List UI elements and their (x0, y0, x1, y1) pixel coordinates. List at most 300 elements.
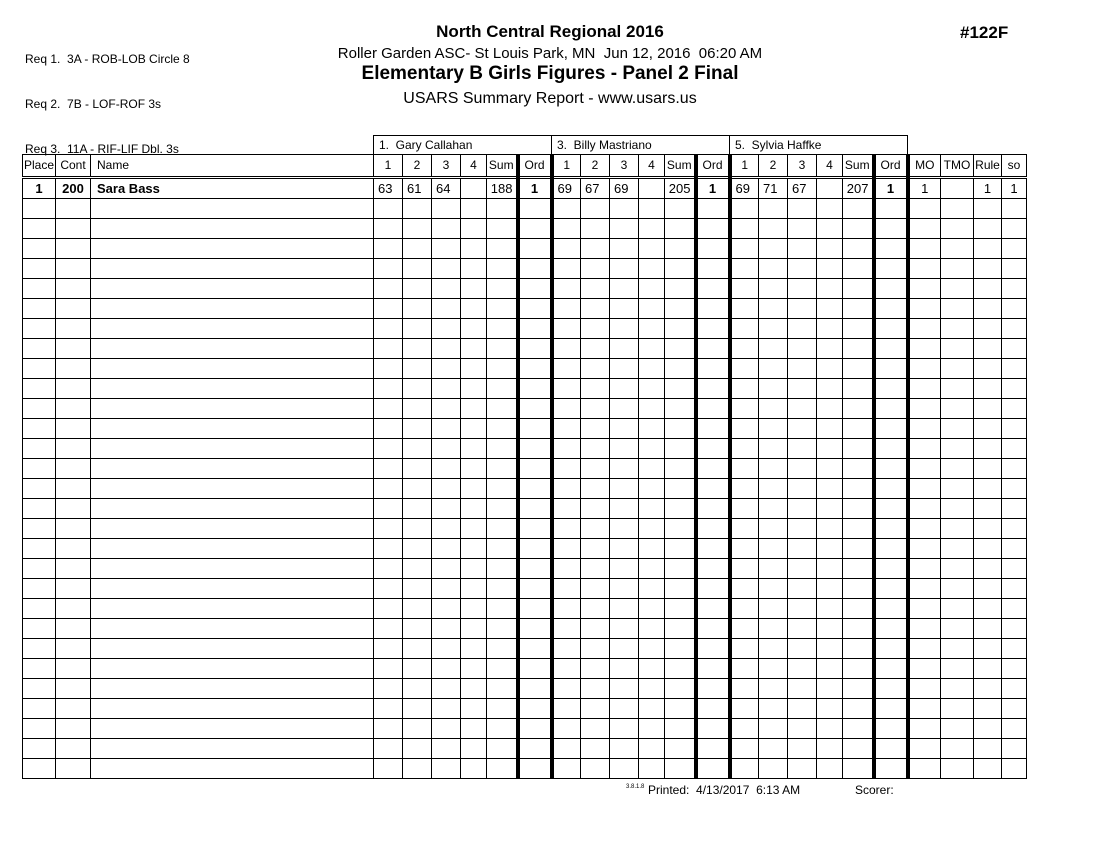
score-cell (552, 219, 581, 239)
tmo-cell (941, 499, 974, 519)
score-cell (461, 659, 487, 679)
requirement-line: Req 1. 3A - ROB-LOB Circle 8 (25, 52, 190, 66)
empty-row (23, 559, 1027, 579)
score-cell (403, 379, 432, 399)
sum-cell (843, 439, 874, 459)
ord-cell (518, 479, 552, 499)
score-cell (374, 299, 403, 319)
cont-cell (56, 719, 91, 739)
ord-cell (518, 319, 552, 339)
score-cell (432, 239, 461, 259)
score-cell (552, 239, 581, 259)
so-cell (1002, 199, 1027, 219)
score-cell (432, 519, 461, 539)
col-header-score: 4 (817, 155, 843, 178)
score-cell (639, 219, 665, 239)
score-cell (759, 579, 788, 599)
score-cell (639, 519, 665, 539)
skater-name-cell (91, 639, 374, 659)
ord-cell (696, 279, 730, 299)
mo-cell (908, 239, 941, 259)
empty-row (23, 599, 1027, 619)
so-cell (1002, 259, 1027, 279)
col-header-sum: Sum (487, 155, 518, 178)
score-cell (374, 759, 403, 779)
cont-cell (56, 659, 91, 679)
sum-cell (487, 479, 518, 499)
cont-cell (56, 459, 91, 479)
score-cell (552, 559, 581, 579)
sum-cell (487, 419, 518, 439)
skater-name-cell (91, 419, 374, 439)
score-cell (759, 239, 788, 259)
place-cell (23, 259, 56, 279)
score-cell (461, 178, 487, 199)
score-cell (432, 599, 461, 619)
score-cell (730, 419, 759, 439)
score-cell (639, 419, 665, 439)
tmo-cell (941, 199, 974, 219)
score-cell (403, 599, 432, 619)
cont-cell (56, 339, 91, 359)
score-cell (581, 599, 610, 619)
mo-cell (908, 759, 941, 779)
place-cell (23, 599, 56, 619)
score-cell (552, 539, 581, 559)
score-cell (730, 739, 759, 759)
score-cell (817, 759, 843, 779)
empty-row (23, 279, 1027, 299)
score-cell: 71 (759, 178, 788, 199)
ord-cell (518, 359, 552, 379)
skater-name-cell (91, 459, 374, 479)
score-cell: 67 (788, 178, 817, 199)
score-cell (610, 479, 639, 499)
empty-row (23, 359, 1027, 379)
score-cell (432, 539, 461, 559)
tmo-cell (941, 659, 974, 679)
score-cell (788, 339, 817, 359)
score-cell (639, 399, 665, 419)
place-cell (23, 579, 56, 599)
sum-cell (843, 259, 874, 279)
score-cell (759, 759, 788, 779)
score-cell (817, 599, 843, 619)
score-cell (552, 679, 581, 699)
score-cell (817, 399, 843, 419)
sum-cell (843, 539, 874, 559)
score-cell (552, 579, 581, 599)
tmo-cell (941, 299, 974, 319)
sum-cell (487, 499, 518, 519)
score-cell (730, 759, 759, 779)
tmo-cell (941, 739, 974, 759)
ord-cell (874, 619, 908, 639)
sum-cell (487, 659, 518, 679)
ord-cell (696, 599, 730, 619)
empty-row (23, 579, 1027, 599)
sum-cell (487, 699, 518, 719)
place-cell (23, 539, 56, 559)
ord-cell (874, 219, 908, 239)
skater-name-cell (91, 379, 374, 399)
score-cell (374, 519, 403, 539)
sum-cell (843, 339, 874, 359)
skater-name-cell (91, 719, 374, 739)
sum-cell (487, 539, 518, 559)
sum-cell (843, 319, 874, 339)
score-cell (374, 699, 403, 719)
skater-name-cell (91, 479, 374, 499)
rule-cell (974, 439, 1002, 459)
score-cell (552, 519, 581, 539)
ord-cell (874, 579, 908, 599)
sum-cell (665, 719, 696, 739)
score-cell: 61 (403, 178, 432, 199)
score-cell (788, 259, 817, 279)
empty-row (23, 759, 1027, 779)
score-cell (788, 199, 817, 219)
score-cell (552, 359, 581, 379)
rule-cell (974, 339, 1002, 359)
col-header-sum: Sum (843, 155, 874, 178)
rule-cell (974, 639, 1002, 659)
place-cell (23, 659, 56, 679)
sum-cell (843, 639, 874, 659)
score-cell (432, 359, 461, 379)
tmo-cell (941, 559, 974, 579)
empty-row (23, 259, 1027, 279)
score-cell (788, 239, 817, 259)
place-cell (23, 679, 56, 699)
empty-row (23, 319, 1027, 339)
score-cell (461, 719, 487, 739)
score-cell (788, 499, 817, 519)
cont-cell (56, 379, 91, 399)
mo-cell (908, 539, 941, 559)
skater-name-cell (91, 359, 374, 379)
ord-cell (518, 559, 552, 579)
col-header-name: Name (91, 155, 374, 178)
ord-cell (696, 459, 730, 479)
rule-cell (974, 579, 1002, 599)
score-cell (639, 379, 665, 399)
score-cell (788, 299, 817, 319)
score-cell (374, 259, 403, 279)
score-cell (730, 719, 759, 739)
ord-cell: 1 (696, 178, 730, 199)
score-cell (374, 739, 403, 759)
score-cell (788, 599, 817, 619)
sum-cell (487, 219, 518, 239)
score-cell (581, 559, 610, 579)
score-cell (730, 239, 759, 259)
tmo-cell (941, 619, 974, 639)
score-cell (403, 299, 432, 319)
score-cell (552, 379, 581, 399)
score-cell (552, 479, 581, 499)
sum-cell (665, 299, 696, 319)
skater-name-cell (91, 759, 374, 779)
tmo-cell (941, 319, 974, 339)
score-cell (730, 199, 759, 219)
so-cell (1002, 319, 1027, 339)
score-cell (610, 199, 639, 219)
sum-cell (665, 479, 696, 499)
score-cell (639, 479, 665, 499)
score-cell (552, 259, 581, 279)
score-cell (374, 499, 403, 519)
ord-cell (874, 739, 908, 759)
score-cell (759, 539, 788, 559)
score-cell (552, 719, 581, 739)
score-cell (403, 679, 432, 699)
mo-cell (908, 279, 941, 299)
report-type-line: USARS Summary Report - www.usars.us (403, 90, 697, 107)
sum-cell (843, 419, 874, 439)
mo-cell (908, 499, 941, 519)
tmo-cell (941, 419, 974, 439)
score-cell (730, 519, 759, 539)
cont-cell (56, 639, 91, 659)
score-cell (432, 659, 461, 679)
rule-cell (974, 559, 1002, 579)
score-cell (788, 719, 817, 739)
sum-cell (487, 279, 518, 299)
score-cell (788, 699, 817, 719)
score-cell (817, 679, 843, 699)
tmo-cell (941, 479, 974, 499)
score-cell (639, 599, 665, 619)
mo-cell (908, 399, 941, 419)
ord-cell (518, 699, 552, 719)
score-table (22, 135, 1027, 779)
place-cell (23, 699, 56, 719)
score-cell (552, 739, 581, 759)
score-cell (817, 639, 843, 659)
score-cell (552, 299, 581, 319)
col-header-score: 3 (610, 155, 639, 178)
score-cell (610, 259, 639, 279)
score-cell (610, 339, 639, 359)
score-cell (788, 579, 817, 599)
col-header-score: 1 (374, 155, 403, 178)
sum-cell (487, 619, 518, 639)
rule-cell (974, 259, 1002, 279)
skater-name-cell (91, 239, 374, 259)
ord-cell (874, 679, 908, 699)
empty-row (23, 739, 1027, 759)
skater-name-cell (91, 559, 374, 579)
score-cell (403, 699, 432, 719)
score-cell (374, 359, 403, 379)
col-header-rule: Rule (974, 155, 1002, 178)
score-cell (610, 299, 639, 319)
so-cell (1002, 579, 1027, 599)
score-cell (461, 399, 487, 419)
judge-name-box: 5. Sylvia Haffke (730, 136, 908, 155)
ord-cell (874, 419, 908, 439)
ord-cell (696, 399, 730, 419)
ord-cell (874, 279, 908, 299)
ord-cell (874, 659, 908, 679)
sum-cell (843, 239, 874, 259)
score-cell (639, 659, 665, 679)
score-cell (759, 319, 788, 339)
place-cell (23, 219, 56, 239)
rule-cell (974, 619, 1002, 639)
score-cell (639, 579, 665, 599)
ord-cell (874, 379, 908, 399)
score-cell (581, 619, 610, 639)
score-cell (403, 499, 432, 519)
score-cell (759, 299, 788, 319)
score-cell (552, 619, 581, 639)
rule-cell (974, 419, 1002, 439)
ord-cell (696, 699, 730, 719)
score-cell (374, 439, 403, 459)
cont-cell (56, 739, 91, 759)
score-cell (639, 719, 665, 739)
score-cell (461, 579, 487, 599)
score-cell: 63 (374, 178, 403, 199)
empty-row (23, 639, 1027, 659)
col-header-score: 4 (461, 155, 487, 178)
score-cell (581, 719, 610, 739)
score-cell (374, 679, 403, 699)
score-cell (432, 419, 461, 439)
score-cell (461, 379, 487, 399)
rule-cell (974, 299, 1002, 319)
score-cell (730, 279, 759, 299)
skater-name-cell (91, 399, 374, 419)
sum-cell: 207 (843, 178, 874, 199)
score-cell (403, 619, 432, 639)
ord-cell (518, 419, 552, 439)
score-cell (403, 659, 432, 679)
ord-cell (518, 239, 552, 259)
sum-cell (487, 639, 518, 659)
mo-cell (908, 439, 941, 459)
score-cell (788, 739, 817, 759)
ord-cell (696, 219, 730, 239)
col-header-score: 3 (432, 155, 461, 178)
score-cell (759, 479, 788, 499)
score-cell (788, 439, 817, 459)
col-header-score: 2 (581, 155, 610, 178)
score-cell (461, 759, 487, 779)
ord-cell (696, 339, 730, 359)
score-cell (610, 459, 639, 479)
score-cell (432, 719, 461, 739)
score-cell (403, 239, 432, 259)
sum-cell (843, 559, 874, 579)
cont-cell (56, 519, 91, 539)
score-cell: 64 (432, 178, 461, 199)
score-cell (610, 519, 639, 539)
mo-cell (908, 379, 941, 399)
empty-row (23, 619, 1027, 639)
score-cell (432, 399, 461, 419)
rule-cell (974, 699, 1002, 719)
judge-name-box: 1. Gary Callahan (374, 136, 552, 155)
score-cell (581, 699, 610, 719)
event-name-title: North Central Regional 2016 (436, 22, 664, 41)
score-cell (581, 219, 610, 239)
score-cell (759, 519, 788, 539)
ord-cell (518, 639, 552, 659)
score-cell (610, 659, 639, 679)
col-header-tmo: TMO (941, 155, 974, 178)
score-cell (730, 579, 759, 599)
place-cell (23, 739, 56, 759)
ord-cell (696, 419, 730, 439)
score-cell (639, 539, 665, 559)
tmo-cell (941, 759, 974, 779)
sum-cell (487, 199, 518, 219)
ord-cell (696, 759, 730, 779)
score-cell (552, 459, 581, 479)
score-cell (403, 359, 432, 379)
score-cell (610, 559, 639, 579)
score-cell (759, 599, 788, 619)
score-cell (432, 559, 461, 579)
sum-cell (665, 599, 696, 619)
tmo-cell (941, 719, 974, 739)
score-cell (432, 479, 461, 499)
place-cell (23, 359, 56, 379)
score-cell (639, 339, 665, 359)
score-cell (374, 379, 403, 399)
score-cell (759, 199, 788, 219)
score-cell (610, 439, 639, 459)
score-cell (759, 459, 788, 479)
ord-cell: 1 (518, 178, 552, 199)
score-cell (639, 199, 665, 219)
mo-cell (908, 639, 941, 659)
score-cell (461, 599, 487, 619)
score-cell (581, 579, 610, 599)
score-cell: 69 (552, 178, 581, 199)
score-cell (374, 619, 403, 639)
score-cell (403, 739, 432, 759)
requirement-line: Req 2. 7B - LOF-ROF 3s (25, 97, 162, 111)
score-cell (581, 659, 610, 679)
place-cell: 1 (23, 178, 56, 199)
ord-cell (518, 719, 552, 739)
ord-cell (696, 439, 730, 459)
empty-row (23, 399, 1027, 419)
score-cell (403, 559, 432, 579)
place-cell (23, 199, 56, 219)
score-cell (817, 579, 843, 599)
sum-cell (487, 319, 518, 339)
ord-cell (518, 499, 552, 519)
score-cell (432, 319, 461, 339)
rule-cell (974, 199, 1002, 219)
sum-cell (487, 559, 518, 579)
col-header-score: 4 (639, 155, 665, 178)
ord-cell (518, 599, 552, 619)
sum-cell (487, 299, 518, 319)
score-cell (788, 479, 817, 499)
score-cell (730, 659, 759, 679)
score-cell (788, 219, 817, 239)
ord-cell (696, 539, 730, 559)
place-cell (23, 379, 56, 399)
score-cell (374, 659, 403, 679)
ord-cell (874, 399, 908, 419)
